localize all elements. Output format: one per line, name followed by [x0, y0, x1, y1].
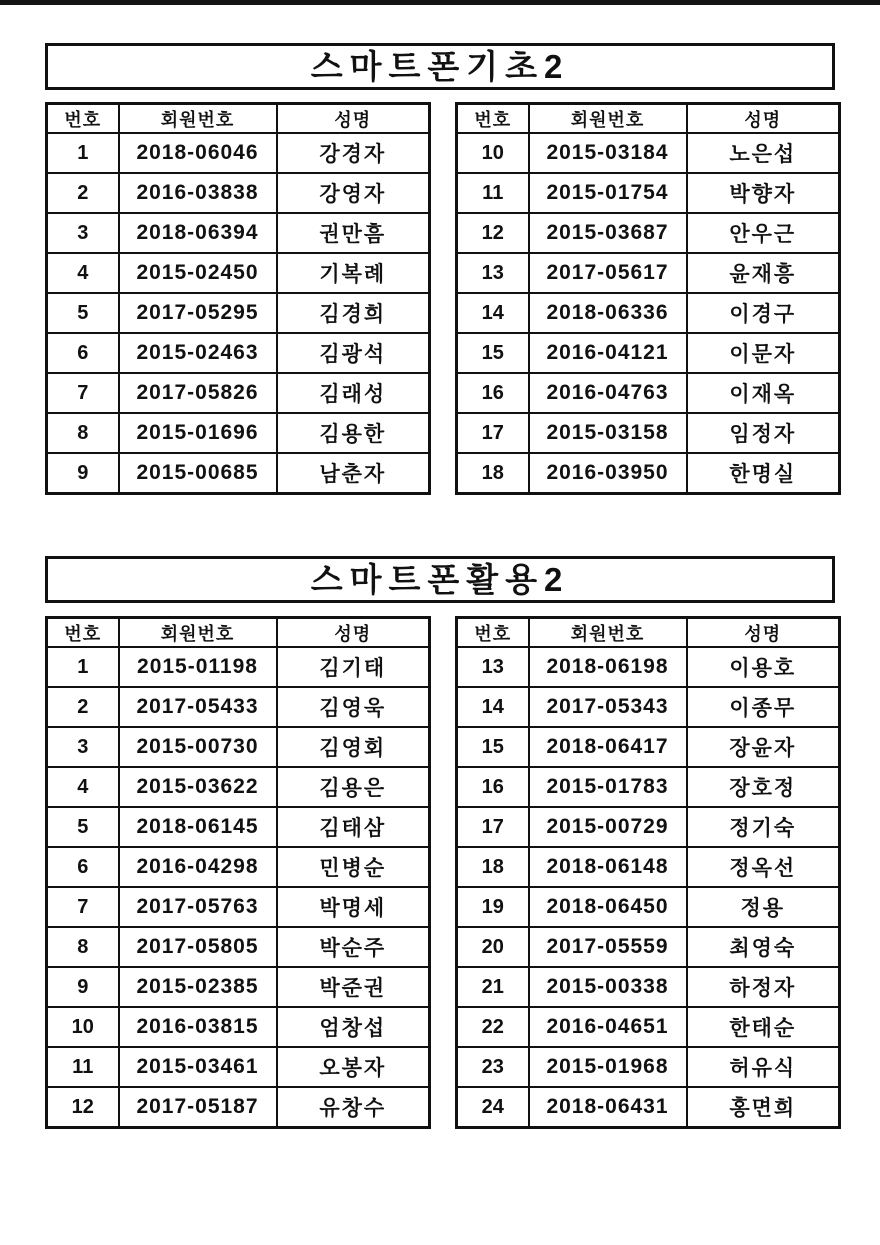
table-row: [47, 887, 430, 927]
cell-name: 한명실: [687, 453, 840, 494]
column-header-name: 성명: [687, 618, 840, 648]
cell-number: 24: [457, 1087, 529, 1128]
cell-name: 엄창섭: [277, 1007, 430, 1047]
cell-number: 13: [457, 253, 529, 293]
cell-number: 11: [457, 173, 529, 213]
cell-member-id: 2018-06336: [529, 293, 687, 333]
column-header-number: 번호: [457, 618, 529, 648]
page-content: [0, 43, 880, 1129]
cell-name: 임정자: [687, 413, 840, 453]
cell-name: 노은섭: [687, 133, 840, 173]
table-row: [457, 213, 840, 253]
table-row: [47, 1007, 430, 1047]
cell-member-id: 2015-01696: [119, 413, 277, 453]
cell-member-id: 2018-06450: [529, 887, 687, 927]
column-header-number: 번호: [457, 104, 529, 134]
cell-name: 오봉자: [277, 1047, 430, 1087]
cell-number: 14: [457, 687, 529, 727]
cell-number: 12: [47, 1087, 119, 1128]
cell-name: 김영욱: [277, 687, 430, 727]
cell-member-id: 2018-06046: [119, 133, 277, 173]
roster-table-basics-right: [455, 102, 841, 495]
cell-member-id: 2016-04651: [529, 1007, 687, 1047]
section-smartphone-advanced: [45, 556, 835, 1129]
table-row: [457, 133, 840, 173]
cell-number: 9: [47, 453, 119, 494]
cell-number: 17: [457, 807, 529, 847]
table-row: [47, 293, 430, 333]
table-row: [457, 453, 840, 494]
cell-number: 1: [47, 647, 119, 687]
cell-member-id: 2015-03461: [119, 1047, 277, 1087]
cell-name: 김영회: [277, 727, 430, 767]
cell-member-id: 2015-01754: [529, 173, 687, 213]
table-row: [47, 173, 430, 213]
section-tables: [45, 102, 835, 495]
cell-number: 8: [47, 413, 119, 453]
header-row: [47, 104, 430, 134]
table-row: [47, 647, 430, 687]
column-header-member-id: 회원번호: [119, 618, 277, 648]
cell-number: 10: [47, 1007, 119, 1047]
cell-name: 한태순: [687, 1007, 840, 1047]
table-row: [47, 1087, 430, 1128]
cell-member-id: 2015-02463: [119, 333, 277, 373]
cell-number: 7: [47, 887, 119, 927]
cell-member-id: 2017-05805: [119, 927, 277, 967]
cell-member-id: 2018-06417: [529, 727, 687, 767]
table-row: [457, 727, 840, 767]
cell-number: 21: [457, 967, 529, 1007]
cell-name: 권만흠: [277, 213, 430, 253]
section-tables: [45, 616, 835, 1129]
table-row: [457, 373, 840, 413]
cell-member-id: 2017-05295: [119, 293, 277, 333]
roster-table-advanced-right: [455, 616, 841, 1129]
table-row: [457, 413, 840, 453]
cell-name: 이경구: [687, 293, 840, 333]
cell-member-id: 2015-01198: [119, 647, 277, 687]
cell-member-id: 2015-00685: [119, 453, 277, 494]
table-row: [47, 333, 430, 373]
section-title: 스마트폰기초2: [310, 48, 570, 85]
column-header-number: 번호: [47, 104, 119, 134]
section-smartphone-basics: [45, 43, 835, 495]
cell-number: 17: [457, 413, 529, 453]
cell-member-id: 2015-01968: [529, 1047, 687, 1087]
cell-member-id: 2017-05763: [119, 887, 277, 927]
cell-name: 기복례: [277, 253, 430, 293]
cell-number: 3: [47, 213, 119, 253]
cell-name: 안우근: [687, 213, 840, 253]
cell-member-id: 2017-05187: [119, 1087, 277, 1128]
cell-name: 김래성: [277, 373, 430, 413]
table-row: [457, 1007, 840, 1047]
cell-member-id: 2015-00730: [119, 727, 277, 767]
cell-member-id: 2015-03622: [119, 767, 277, 807]
cell-number: 11: [47, 1047, 119, 1087]
cell-name: 민병순: [277, 847, 430, 887]
column-header-name: 성명: [277, 618, 430, 648]
cell-member-id: 2015-00729: [529, 807, 687, 847]
cell-number: 14: [457, 293, 529, 333]
cell-number: 15: [457, 333, 529, 373]
table-row: [47, 767, 430, 807]
table-row: [457, 847, 840, 887]
cell-member-id: 2015-03687: [529, 213, 687, 253]
cell-name: 윤재흥: [687, 253, 840, 293]
cell-name: 정기숙: [687, 807, 840, 847]
cell-number: 20: [457, 927, 529, 967]
table-row: [47, 453, 430, 494]
cell-name: 하정자: [687, 967, 840, 1007]
cell-number: 5: [47, 807, 119, 847]
cell-number: 18: [457, 453, 529, 494]
cell-number: 2: [47, 687, 119, 727]
cell-number: 7: [47, 373, 119, 413]
cell-name: 장윤자: [687, 727, 840, 767]
column-header-name: 성명: [277, 104, 430, 134]
cell-number: 4: [47, 253, 119, 293]
table-row: [47, 927, 430, 967]
header-row: [47, 618, 430, 648]
cell-name: 김경희: [277, 293, 430, 333]
cell-number: 13: [457, 647, 529, 687]
column-header-name: 성명: [687, 104, 840, 134]
cell-name: 김태삼: [277, 807, 430, 847]
cell-name: 홍면희: [687, 1087, 840, 1128]
cell-number: 22: [457, 1007, 529, 1047]
cell-member-id: 2017-05617: [529, 253, 687, 293]
table-row: [457, 333, 840, 373]
cell-name: 남춘자: [277, 453, 430, 494]
cell-name: 김광석: [277, 333, 430, 373]
cell-name: 강경자: [277, 133, 430, 173]
section-title-box: [45, 556, 835, 603]
cell-number: 16: [457, 373, 529, 413]
cell-name: 강영자: [277, 173, 430, 213]
table-row: [47, 413, 430, 453]
cell-name: 박순주: [277, 927, 430, 967]
cell-member-id: 2015-02450: [119, 253, 277, 293]
table-row: [47, 847, 430, 887]
cell-number: 16: [457, 767, 529, 807]
table-row: [47, 687, 430, 727]
column-header-member-id: 회원번호: [119, 104, 277, 134]
cell-member-id: 2017-05559: [529, 927, 687, 967]
cell-member-id: 2015-03158: [529, 413, 687, 453]
cell-number: 4: [47, 767, 119, 807]
cell-name: 김용은: [277, 767, 430, 807]
table-row: [47, 213, 430, 253]
cell-number: 8: [47, 927, 119, 967]
cell-name: 이종무: [687, 687, 840, 727]
table-row: [457, 687, 840, 727]
cell-member-id: 2016-03815: [119, 1007, 277, 1047]
cell-member-id: 2015-03184: [529, 133, 687, 173]
roster-table-advanced-left: [45, 616, 431, 1129]
cell-number: 10: [457, 133, 529, 173]
table-row: [457, 927, 840, 967]
cell-member-id: 2016-03838: [119, 173, 277, 213]
table-row: [457, 173, 840, 213]
table-row: [457, 967, 840, 1007]
cell-member-id: 2015-02385: [119, 967, 277, 1007]
cell-name: 박향자: [687, 173, 840, 213]
section-title-box: [45, 43, 835, 90]
cell-name: 이용호: [687, 647, 840, 687]
table-row: [457, 253, 840, 293]
cell-number: 15: [457, 727, 529, 767]
cell-member-id: 2016-04763: [529, 373, 687, 413]
cell-member-id: 2016-04298: [119, 847, 277, 887]
cell-number: 3: [47, 727, 119, 767]
table-row: [47, 253, 430, 293]
cell-member-id: 2016-04121: [529, 333, 687, 373]
table-row: [457, 293, 840, 333]
table-row: [47, 1047, 430, 1087]
cell-number: 18: [457, 847, 529, 887]
table-row: [457, 767, 840, 807]
cell-name: 정용: [687, 887, 840, 927]
scan-artifact-top: [0, 0, 880, 5]
cell-name: 이재옥: [687, 373, 840, 413]
cell-number: 1: [47, 133, 119, 173]
cell-number: 12: [457, 213, 529, 253]
cell-number: 2: [47, 173, 119, 213]
column-header-number: 번호: [47, 618, 119, 648]
cell-member-id: 2018-06148: [529, 847, 687, 887]
cell-name: 최영숙: [687, 927, 840, 967]
cell-name: 박명세: [277, 887, 430, 927]
cell-name: 장호정: [687, 767, 840, 807]
cell-number: 9: [47, 967, 119, 1007]
cell-name: 허유식: [687, 1047, 840, 1087]
cell-number: 6: [47, 333, 119, 373]
table-row: [47, 807, 430, 847]
cell-member-id: 2018-06394: [119, 213, 277, 253]
cell-number: 6: [47, 847, 119, 887]
table-row: [47, 967, 430, 1007]
cell-member-id: 2018-06145: [119, 807, 277, 847]
section-title: 스마트폰활용2: [310, 561, 570, 598]
header-row: [457, 618, 840, 648]
cell-member-id: 2015-00338: [529, 967, 687, 1007]
table-row: [457, 887, 840, 927]
table-row: [457, 647, 840, 687]
cell-number: 5: [47, 293, 119, 333]
cell-member-id: 2018-06431: [529, 1087, 687, 1128]
cell-member-id: 2018-06198: [529, 647, 687, 687]
column-header-member-id: 회원번호: [529, 618, 687, 648]
table-row: [47, 727, 430, 767]
cell-name: 박준권: [277, 967, 430, 1007]
cell-member-id: 2015-01783: [529, 767, 687, 807]
column-header-member-id: 회원번호: [529, 104, 687, 134]
cell-name: 이문자: [687, 333, 840, 373]
cell-name: 정옥선: [687, 847, 840, 887]
cell-member-id: 2017-05826: [119, 373, 277, 413]
table-row: [457, 1087, 840, 1128]
cell-number: 19: [457, 887, 529, 927]
cell-member-id: 2017-05343: [529, 687, 687, 727]
table-row: [47, 373, 430, 413]
table-row: [457, 807, 840, 847]
roster-table-basics-left: [45, 102, 431, 495]
cell-member-id: 2016-03950: [529, 453, 687, 494]
cell-name: 김기태: [277, 647, 430, 687]
table-row: [457, 1047, 840, 1087]
cell-member-id: 2017-05433: [119, 687, 277, 727]
cell-name: 유창수: [277, 1087, 430, 1128]
cell-name: 김용한: [277, 413, 430, 453]
header-row: [457, 104, 840, 134]
table-row: [47, 133, 430, 173]
cell-number: 23: [457, 1047, 529, 1087]
